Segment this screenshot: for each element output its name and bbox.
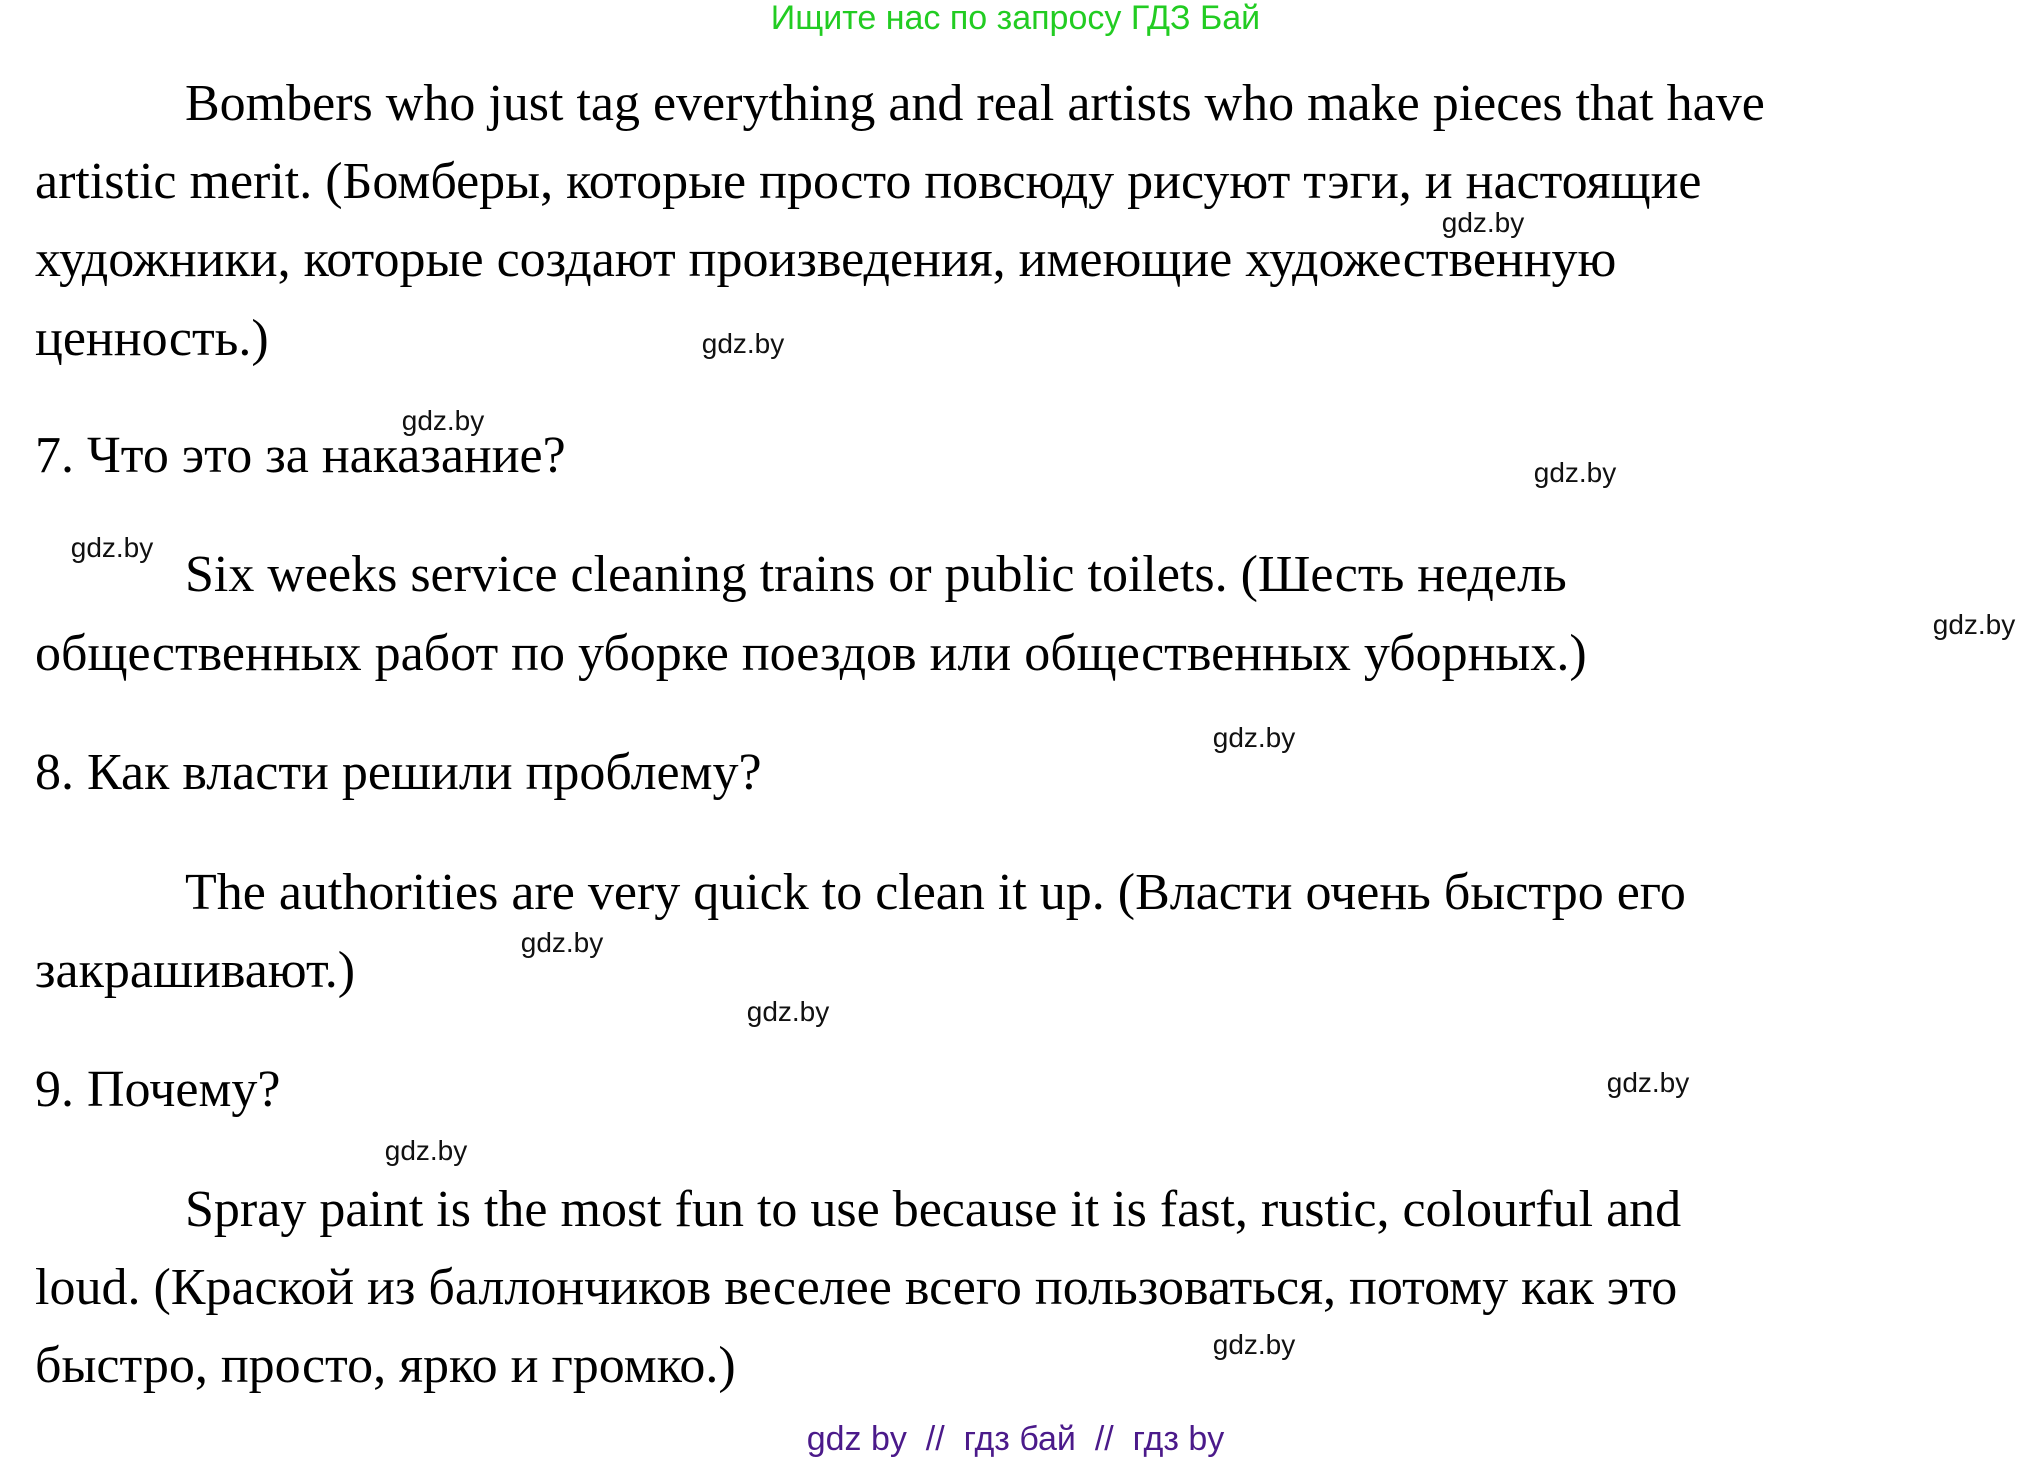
answer-9-line-3: быстро, просто, ярко и громко.): [35, 1337, 736, 1394]
answer-6-line-2: artistic merit. (Бомберы, которые просто повсюду рисуют тэги, и настоящие: [35, 153, 1702, 210]
question-8: 8. Как власти решили проблему?: [35, 744, 762, 801]
watermark: gdz.by: [384, 1135, 468, 1166]
watermark: gdz.by: [1606, 1067, 1690, 1098]
watermark: gdz.by: [1212, 1329, 1296, 1360]
answer-9-line-1: Spray paint is the most fun to use because it is fast, rustic, colourful and: [185, 1181, 1682, 1238]
answer-6-line-4: ценность.): [35, 310, 269, 367]
watermark: gdz.by: [1533, 457, 1617, 488]
watermark: gdz.by: [1212, 722, 1296, 753]
watermark: gdz.by: [520, 927, 604, 958]
watermark: gdz.by: [1441, 207, 1525, 238]
question-7: 7. Что это за наказание?: [35, 427, 566, 484]
watermark: gdz.by: [746, 996, 830, 1027]
answer-6-line-3: художники, которые создают произведения, имеющие художественную: [35, 231, 1617, 288]
answer-8-line-1: The authorities are very quick to clean it up. (Власти очень быстро его: [185, 864, 1686, 921]
watermark: gdz.by: [701, 328, 785, 359]
answer-6-line-1: Bombers who just tag everything and real artists who make pieces that have: [185, 75, 1765, 132]
answer-7-line-1: Six weeks service cleaning trains or public toilets. (Шесть недель: [185, 546, 1567, 603]
footer-links: gdz by // гдз бай // гдз by: [806, 1420, 1225, 1458]
answer-8-line-2: закрашивают.): [35, 942, 356, 999]
watermark: gdz.by: [401, 405, 485, 436]
search-hint-header: Ищите нас по запросу ГДЗ Бай: [770, 0, 1261, 37]
answer-9-line-2: loud. (Краской из баллончиков веселее всего пользоваться, потому как это: [35, 1259, 1678, 1316]
question-9: 9. Почему?: [35, 1061, 281, 1118]
watermark: gdz.by: [70, 532, 154, 563]
watermark: gdz.by: [1932, 609, 2016, 640]
answer-7-line-2: общественных работ по уборке поездов или общественных уборных.): [35, 625, 1587, 682]
